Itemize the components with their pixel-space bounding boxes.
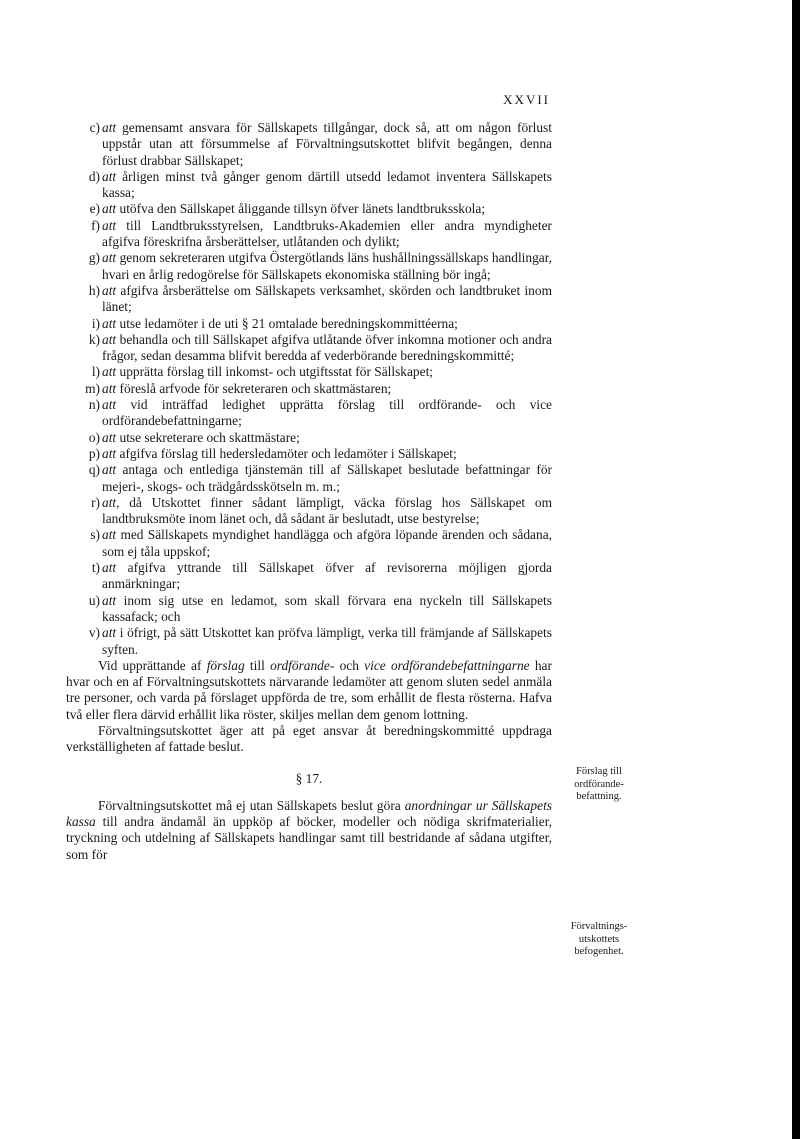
item-text: behandla och till Sällskapet afgifva utlåtande öfver inkomna motioner och andra frågor, sedan desamma blifvit beredda af vederbörande beredningskommitté;: [102, 331, 552, 364]
item-text: afgifva förslag till hedersledamöter och ledamöter i Sällskapet;: [119, 445, 457, 461]
item-label: c): [89, 120, 100, 135]
item-text: inom sig utse en ledamot, som skall förvara ena nyckeln till Sällskapets kassafack; och: [102, 592, 552, 624]
item-lead: att: [102, 380, 117, 396]
item-lead: att: [102, 397, 117, 413]
item-text: med Sällskapets myndighet handlägga och afgöra löpande ärenden och sådana, som ej tåla uppskof;: [102, 527, 552, 559]
item-text: vid inträffad ledighet upprätta förslag till ordförande- och vice ordförandebefattningarne;: [102, 397, 552, 429]
item-list: [66, 120, 552, 658]
page-number: XXVII: [503, 92, 550, 107]
item-label: g): [88, 250, 100, 266]
item-lead: att,: [102, 494, 120, 510]
item-label: f): [91, 217, 100, 233]
item-lead: att: [102, 429, 117, 445]
item-label: m): [85, 380, 100, 396]
list-item: [66, 381, 552, 397]
list-item: [66, 250, 552, 283]
list-item: [66, 201, 552, 217]
item-text: föreslå arfvode för sekreteraren och skattmästaren;: [119, 380, 392, 396]
margin-note-befogenhet: Förvaltnings- utskottets befogenhet.: [570, 921, 628, 957]
item-text: utöfva den Sällskapet åliggande tillsyn öfver länets landtbruksskola;: [119, 201, 486, 217]
item-text: utse sekreterare och skattmästare;: [119, 429, 300, 445]
item-label: r): [91, 494, 100, 510]
item-lead: att: [102, 201, 117, 217]
item-lead: att: [102, 527, 117, 543]
item-text: årligen minst två gånger genom därtill utsedd ledamot inventera Sällskapets kassa;: [102, 168, 552, 201]
item-text: afgifva årsberättelse om Sällskapets verksamhet, skörden och landtbruket inom länet;: [102, 282, 552, 315]
item-label: t): [91, 560, 100, 576]
list-item: [66, 364, 552, 380]
item-label: n): [88, 397, 100, 413]
item-label: v): [88, 625, 100, 641]
item-lead: att: [102, 560, 117, 576]
item-lead: att: [102, 315, 117, 331]
page-edge: [792, 0, 800, 1139]
item-lead: att: [102, 625, 117, 641]
list-item: [66, 446, 552, 462]
item-text: antaga och entlediga tjänstemän till af Sällskapet beslutade befattningar för mejeri-, skogs- och trädgårdsskötseln m. m.;: [102, 462, 553, 494]
list-item: [66, 218, 552, 251]
item-text: upprätta förslag till inkomst- och utgiftsstat för Sällskapet;: [119, 364, 434, 380]
list-item: [66, 462, 552, 495]
item-text: genom sekreteraren utgifva Östergötlands läns hushållningssällskaps handlingar, hvari en årlig redogörelse för Sällskapets ekonomiska ställning bör ingå;: [102, 250, 552, 282]
item-label: e): [89, 201, 100, 217]
item-lead: att: [102, 364, 117, 380]
section-heading: § 17.: [295, 770, 323, 786]
list-item: [66, 430, 552, 446]
item-lead: att: [102, 168, 117, 184]
list-item: [66, 625, 552, 658]
list-item: [66, 316, 552, 332]
item-lead: att: [102, 331, 117, 347]
item-label: s): [90, 527, 100, 543]
paragraph-ordforande: Vid upprättande af förslag till ordförande- och vice ordförandebefattningarne har hvar och en af Förvaltningsutskottets närvarande ledamöter att genom sluten sedel anmäla tre personer, och varda på förslaget uppförda de tre, som erhållit de flesta rösterna. Hafva två eller flera därvid erhållit lika röster, skiljes mellan dem genom lottning.: [66, 657, 552, 722]
item-label: h): [88, 282, 100, 298]
list-item: [66, 283, 552, 316]
list-item: [66, 332, 552, 365]
item-label: o): [88, 429, 100, 445]
item-text: till Landtbruksstyrelsen, Landtbruks-Akademien eller andra myndigheter afgifva föreskrifna årsberättelser, utlåtanden och dylikt;: [102, 217, 552, 250]
list-item: [66, 495, 552, 528]
item-lead: att: [102, 120, 117, 135]
item-label: u): [88, 592, 100, 608]
item-label: k): [88, 331, 100, 347]
item-text: då Utskottet finner sådant lämpligt, väcka förslag hos Sällskapet om landtbruksmöte inom länet och, då sådant är beslutadt, utse bestyrelse;: [102, 494, 552, 527]
list-item: [66, 593, 552, 626]
item-lead: att: [102, 592, 117, 608]
item-lead: att: [102, 282, 117, 298]
list-item: [66, 169, 552, 202]
list-item: [66, 527, 552, 560]
paragraph-uppdrag: Förvaltningsutskottet äger att på eget ansvar åt beredningskommitté uppdraga verkställigheten af fattade beslut.: [66, 722, 552, 755]
item-label: p): [88, 445, 100, 461]
item-lead: att: [102, 217, 117, 233]
paragraph-section-17: Förvaltningsutskottet må ej utan Sällskapets beslut göra anordningar ur Sällskapets kassa till andra ändamål än uppköp af böcker, modeller och nödiga skrifmaterialier, tryckning och utdelning af Sällskapets handlingar samt till bestridande af sådana utgifter, som för: [66, 797, 553, 862]
item-lead: att: [102, 462, 117, 478]
item-label: i): [91, 315, 100, 331]
item-text: gemensamt ansvara för Sällskapets tillgångar, dock så, att om någon förlust uppstår utan att försummelse af Förvaltningsutskottet blifvit begången, denna förlust drabbar Sällskapet;: [102, 120, 552, 168]
item-label: l): [91, 364, 100, 380]
item-text: afgifva yttrande till Sällskapet öfver af revisorerna möjligen gjorda anmärkningar;: [102, 560, 552, 592]
item-label: q): [88, 462, 100, 478]
list-item: [66, 560, 552, 593]
item-lead: att: [102, 445, 117, 461]
item-lead: att: [102, 250, 117, 266]
item-text: utse ledamöter i de uti § 21 omtalade beredningskommittéerna;: [119, 315, 458, 331]
item-label: d): [88, 168, 100, 184]
list-item: [66, 120, 552, 169]
main-text: [66, 120, 552, 863]
item-text: i öfrigt, på sätt Utskottet kan pröfva lämpligt, verka till främjande af Sällskapets syften.: [102, 625, 552, 657]
margin-note-forslag: Förslag till ordförande- befattning.: [574, 766, 624, 802]
list-item: [66, 397, 552, 430]
